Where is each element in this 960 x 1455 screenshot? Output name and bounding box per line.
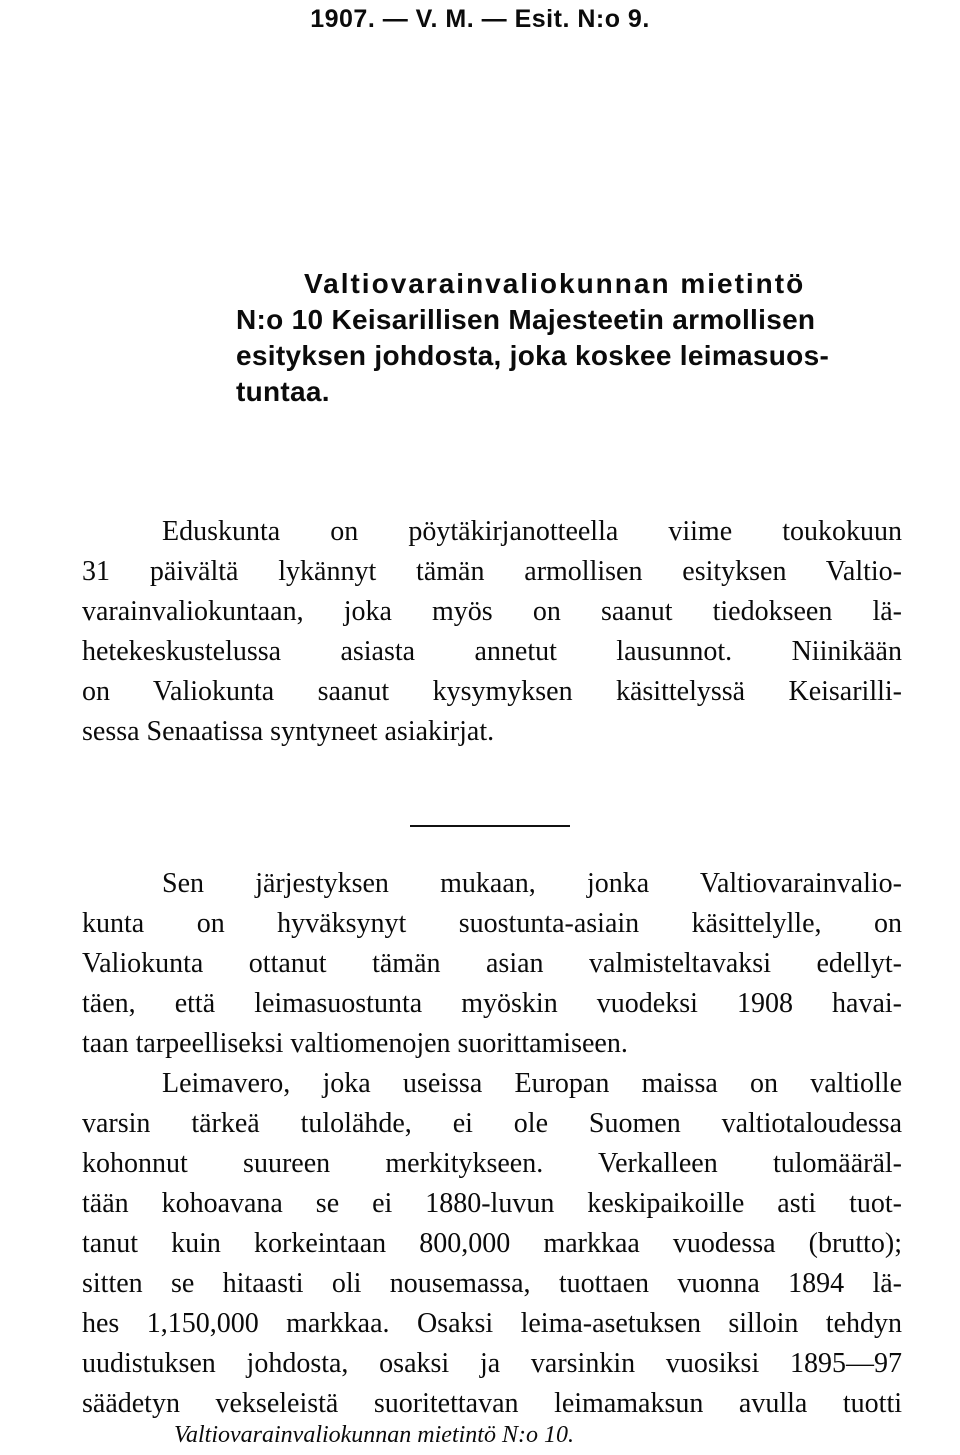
text-line: varsin tärkeä tulolähde, ei ole Suomen valtiotaloudessa <box>82 1108 902 1139</box>
running-footer: Valtiovarainvaliokunnan mietintö N:o 10. <box>174 1422 574 1448</box>
text-line: Leimavero, joka useissa Europan maissa on valtiolle <box>162 1068 902 1099</box>
text-line: sitten se hitaasti oli nousemassa, tuottaen vuonna 1894 lä- <box>82 1268 902 1299</box>
text-line: hetekeskustelussa asiasta annetut lausunnot. Niinikään <box>82 636 902 667</box>
paragraph-referral <box>82 512 902 752</box>
text-line: 31 päivältä lykännyt tämän armollisen esityksen Valtio- <box>82 556 902 587</box>
text-line: uudistuksen johdosta, osaksi ja varsinkin vuosiksi 1895—97 <box>82 1348 902 1379</box>
text-line: säädetyn vekseleistä suoritettavan leimamaksun avulla tuotti <box>82 1388 902 1419</box>
text-line: varainvaliokuntaan, joka myös on saanut tiedokseen lä- <box>82 596 902 627</box>
report-title <box>236 266 906 410</box>
text-line: on Valiokunta saanut kysymyksen käsittelyssä Keisarilli- <box>82 676 902 707</box>
title-line: Valtiovarainvaliokunnan mietintö <box>304 268 806 299</box>
paragraph-stamp-tax <box>82 864 902 1424</box>
text-line: kunta on hyväksynyt suostunta-asiain käsittelylle, on <box>82 908 902 939</box>
text-line: tään kohoavana se ei 1880-luvun keskipaikoille asti tuot- <box>82 1188 902 1219</box>
text-line: Valiokunta ottanut tämän asian valmisteltavaksi edellyt- <box>82 948 902 979</box>
title-line: esityksen johdosta, joka koskee leimasuos- <box>236 340 830 371</box>
text-line: täen, että leimasuostunta myöskin vuodeksi 1908 havai- <box>82 988 902 1019</box>
text-line: tanut kuin korkeintaan 800,000 markkaa vuodessa (brutto); <box>82 1228 902 1259</box>
text-line: taan tarpeelliseksi valtiomenojen suorittamiseen. <box>82 1028 628 1059</box>
text-line: hes 1,150,000 markkaa. Osaksi leima-asetuksen silloin tehdyn <box>82 1308 902 1339</box>
text-line: Eduskunta on pöytäkirjanotteella viime toukokuun <box>162 516 902 547</box>
title-line: N:o 10 Keisarillisen Majesteetin armollisen <box>236 304 816 335</box>
text-line: sessa Senaatissa syntyneet asiakirjat. <box>82 716 495 747</box>
text-line: kohonnut suureen merkitykseen. Verkalleen tulomääräl- <box>82 1148 902 1179</box>
text-line: Sen järjestyksen mukaan, jonka Valtiovarainvalio- <box>162 868 902 899</box>
page-header: 1907. — V. M. — Esit. N:o 9. <box>310 5 650 33</box>
title-line: tuntaa. <box>236 376 330 407</box>
section-divider <box>410 825 570 827</box>
